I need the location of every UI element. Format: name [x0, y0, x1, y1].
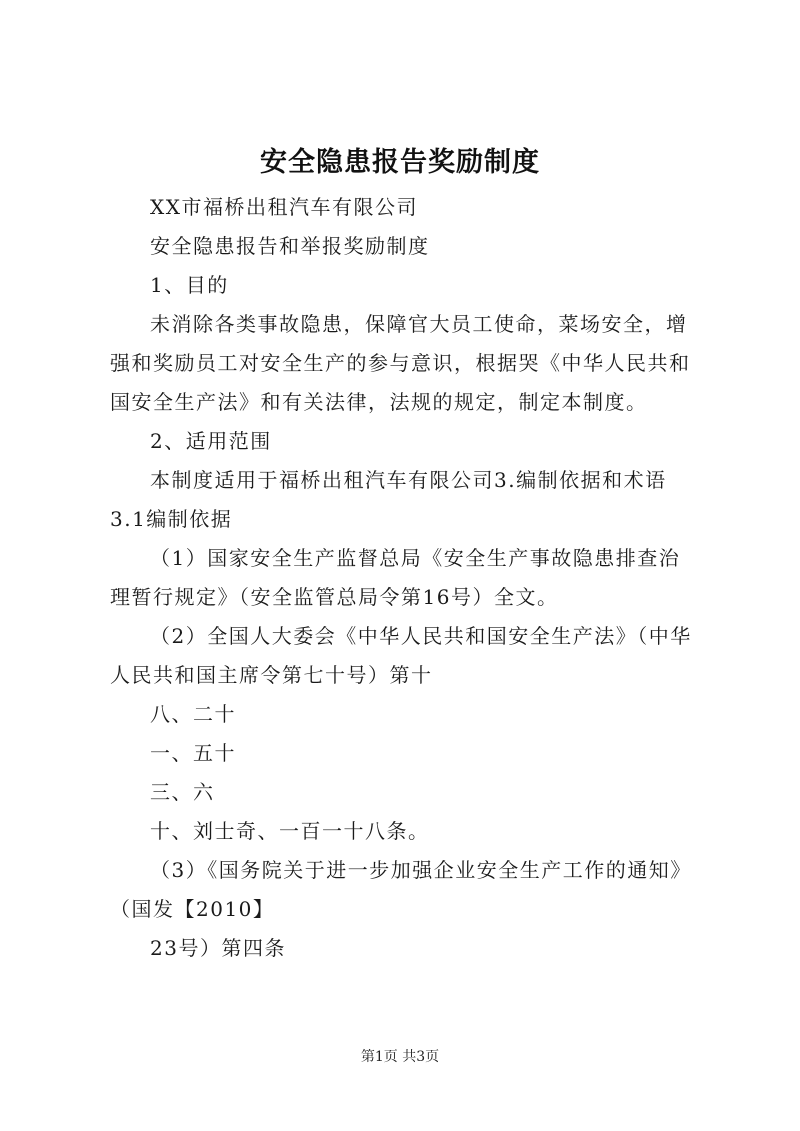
- list-item: 三、六: [150, 780, 215, 804]
- list-item: 八、二十: [150, 702, 236, 726]
- company-name: XX市福桥出租汽车有限公司: [150, 195, 418, 219]
- page-number: 第1页 共3页: [360, 1049, 440, 1065]
- document-title: 安全隐患报告奖励制度: [260, 147, 540, 178]
- paragraph-purpose: 未消除各类事故隐患，保障官大员工使命，菜场安全，增强和奖励员工对安全生产的参与意识，根据哭《中华人民共和国安全生产法》和有关法律，法规的规定，制定本制度。: [110, 312, 691, 414]
- paragraph-scope: 本制度适用于福桥出租汽车有限公司3.编制依据和术语: [150, 468, 667, 492]
- list-item: （2）全国人大委会《中华人民共和国安全生产法》（中华人民共和国主席令第七十号）第十: [110, 624, 692, 687]
- document-body: [110, 188, 700, 968]
- subtitle: 安全隐患报告和举报奖励制度: [150, 234, 430, 258]
- list-item: 一、五十: [150, 741, 236, 765]
- list-item: （1）国家安全生产监督总局《安全生产事故隐患排查治理暂行规定》（安全监管总局令第16号）全文。: [110, 546, 681, 609]
- list-item: 十、刘士奇、一百一十八条。: [150, 819, 430, 843]
- section-heading-purpose: 1、目的: [150, 273, 229, 297]
- list-item: （3）《国务院关于进一步加强企业安全生产工作的通知》（国发【2010】: [110, 858, 692, 921]
- list-item: 23号）第四条: [150, 936, 286, 960]
- section-heading-scope: 2、适用范围: [150, 429, 272, 453]
- section-heading-basis: 3.1编制依据: [110, 507, 233, 531]
